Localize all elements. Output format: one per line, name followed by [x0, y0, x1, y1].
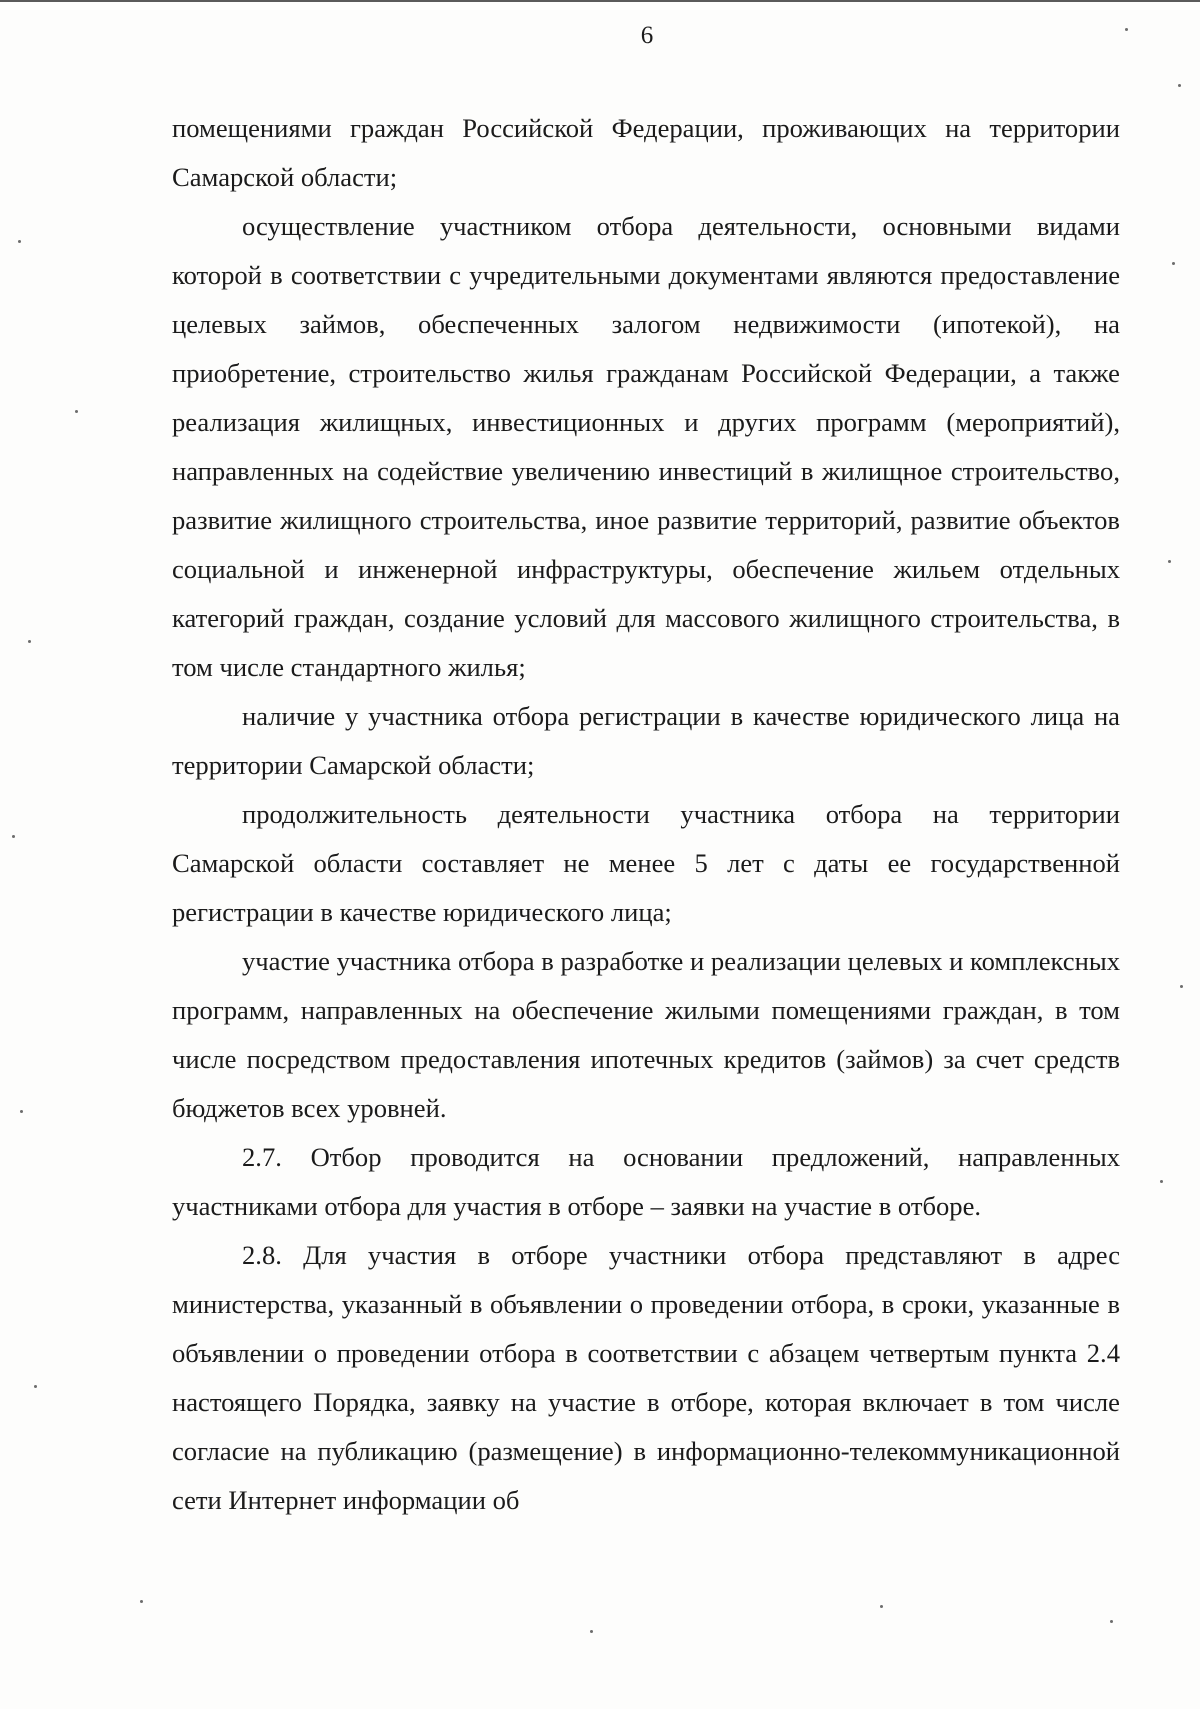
paragraph-clause-2-7: 2.7. Отбор проводится на основании предложений, направленных участниками отбора для участия в отборе – заявки на участие в отборе.: [172, 1142, 1120, 1221]
document-body: [172, 104, 1120, 1525]
paragraph-continuation: помещениями граждан Российской Федерации, проживающих на территории Самарской области;: [172, 113, 1120, 192]
top-scan-edge: [0, 0, 1200, 2]
paragraph-activity-requirement: осуществление участником отбора деятельности, основными видами которой в соответствии с учредительными документами являются предоставление целевых займов, обеспеченных залогом недвижимости (ипотекой), на приобретение, строительство жилья гражданам Российской Федерации, а также реализация жилищных, инвестиционных и других программ (мероприятий), направленных на содействие увеличению инвестиций в жилищное строительство, развитие жилищного строительства, иное развитие территорий, развитие объектов социальной и инженерной инфраструктуры, обеспечение жильем отдельных категорий граждан, создание условий для массового жилищного строительства, в том числе стандартного жилья;: [172, 211, 1120, 682]
paragraph-duration-requirement: продолжительность деятельности участника отбора на территории Самарской области составляет не менее 5 лет с даты ее государственной регистрации в качестве юридического лица;: [172, 799, 1120, 927]
paragraph-clause-2-8: 2.8. Для участия в отборе участники отбора представляют в адрес министерства, указанный в объявлении о проведении отбора, в сроки, указанные в объявлении о проведении отбора в соответствии с абзацем четвертым пункта 2.4 настоящего Порядка, заявку на участие в отборе, которая включает в том числе согласие на публикацию (размещение) в информационно-телекоммуникационной сети Интернет информации об: [172, 1240, 1120, 1515]
paragraph-programs-requirement: участие участника отбора в разработке и реализации целевых и комплексных программ, направленных на обеспечение жилыми помещениями граждан, в том числе посредством предоставления ипотечных кредитов (займов) за счет средств бюджетов всех уровней.: [172, 946, 1120, 1123]
paragraph-registration-requirement: наличие у участника отбора регистрации в качестве юридического лица на территории Самарской области;: [172, 701, 1120, 780]
page-number: 6: [640, 22, 654, 49]
